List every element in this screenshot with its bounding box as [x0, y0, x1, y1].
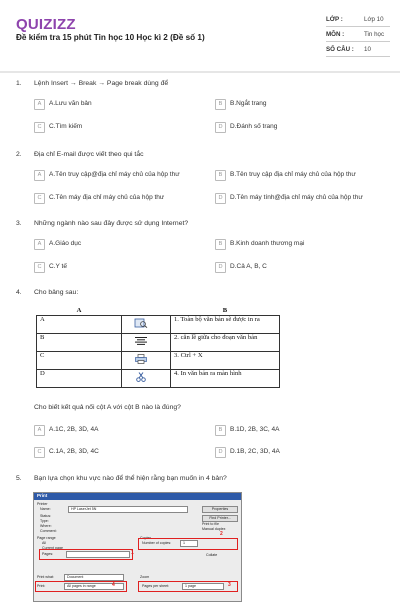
properties-button: Properties [202, 506, 238, 513]
meta-key: MÔN : [326, 31, 345, 38]
pages-per-sheet-value: 1 page [185, 584, 196, 588]
question-number: 5. [16, 475, 22, 482]
option-text: D.Tên máy tính@địa chỉ máy chủ của hộp thư [230, 194, 363, 201]
marker-3: 3 [228, 582, 231, 588]
copies-group-label: Copies [140, 536, 152, 540]
copies-value: 1 [183, 541, 185, 545]
highlight-box-2 [138, 538, 238, 550]
option-letter-box: C [34, 447, 45, 458]
question-text: Những ngành nào sau đây được sử dụng Internet? [34, 220, 189, 227]
header [0, 0, 400, 72]
question-number: 4. [16, 289, 22, 296]
option-letter-box: D [215, 193, 226, 204]
meta-divider [326, 56, 390, 57]
meta-value: Tin học [364, 31, 385, 38]
option-text: D.Cả A, B, C [230, 263, 267, 270]
option-letter-box: B [215, 170, 226, 181]
question-text: Bạn lựa chọn khu vực nào để thể hiện rằng bạn muốn in 4 bản? [34, 475, 227, 482]
scissors-icon [134, 372, 148, 382]
row-label: C [37, 352, 122, 370]
dialog-title: Print [37, 493, 48, 498]
question-subtext: Cho biết kết quả nối cột A với cột B nào là đúng? [34, 404, 181, 411]
option-text: A.Tên truy cập@địa chỉ máy chủ của hộp thư [49, 171, 180, 178]
question-text: Lệnh Insert → Break → Page break dùng để [34, 80, 169, 87]
header-divider [0, 71, 400, 73]
option-text: B.Tên truy cập địa chỉ máy chủ của hộp thư [230, 171, 356, 178]
option-letter-box: D [215, 122, 226, 133]
option-letter-box: B [215, 425, 226, 436]
option-text: D.1B, 2C, 3D, 4A [230, 448, 280, 455]
marker-1: 1 [131, 550, 134, 556]
option-text: B.Kinh doanh thương mại [230, 240, 305, 247]
pages-per-sheet-label: Pages per sheet: [142, 584, 170, 588]
option-text: C.Y tế [49, 263, 67, 270]
row-description: 2. căn lề giữa cho đoạn văn bản [171, 334, 280, 352]
find-printer-button: Find Printer... [202, 515, 238, 522]
printer-icon [134, 354, 148, 364]
highlight-box-3 [138, 581, 238, 592]
option-text: B.1D, 2B, 3C, 4A [230, 426, 280, 433]
meta-divider [326, 41, 390, 42]
matching-table [36, 307, 280, 388]
option-text: A.Lưu văn bản [49, 100, 92, 107]
question-text: Địa chỉ E-mail được viết theo qui tắc [34, 151, 144, 158]
option-letter-box: D [215, 447, 226, 458]
type-label: Type: [40, 519, 49, 523]
row-label: D [37, 370, 122, 388]
option-text: A.Giáo dục [49, 240, 82, 247]
option-text: D.Đánh số trang [230, 123, 278, 130]
meta-value: Lớp 10 [364, 16, 384, 23]
option-letter-box: C [34, 262, 45, 273]
row-description: 4. In văn bản ra màn hình [171, 370, 280, 388]
column-b-header: B [222, 307, 228, 314]
option-letter-box: A [34, 99, 45, 110]
name-label: Name: [40, 507, 51, 511]
option-letter-box: D [215, 262, 226, 273]
column-a-header: A [76, 307, 82, 314]
meta-key: SỐ CÂU : [326, 46, 354, 53]
print-preview-icon-cell [122, 316, 171, 334]
option-text: C.Tìm kiếm [49, 123, 83, 130]
dialog-titlebar [34, 493, 241, 500]
collate-label: Collate [206, 553, 218, 557]
marker-4: 4 [112, 582, 115, 588]
number-of-copies-label: Number of copies: [142, 541, 172, 545]
option-letter-box: A [34, 239, 45, 250]
where-label: Where: [40, 524, 52, 528]
question-text: Cho bảng sau: [34, 289, 79, 296]
zoom-label: Zoom [140, 575, 150, 579]
option-text: C.Tên máy địa chỉ máy chủ của hộp thư [49, 194, 165, 201]
meta-divider [326, 26, 390, 27]
print-value: All pages in range [67, 584, 96, 588]
row-description: 3. Ctrl + X [171, 352, 280, 370]
row-label: A [37, 316, 122, 334]
option-letter-box: A [34, 170, 45, 181]
print-label: Print: [37, 584, 46, 588]
print-to-file-label: Print to file [202, 522, 219, 526]
option-letter-box: B [215, 239, 226, 250]
highlight-box-1 [39, 549, 133, 560]
marker-2: 2 [220, 531, 223, 537]
center-align-icon-cell [122, 334, 171, 352]
pages-radio-label: Pages: [42, 552, 54, 556]
all-radio-label: All [42, 541, 46, 545]
center-align-icon [134, 336, 148, 346]
print-what-field [64, 574, 124, 581]
option-letter-box: A [34, 425, 45, 436]
print-what-value: Document [67, 575, 84, 579]
option-letter-box: B [215, 99, 226, 110]
current-page-label: Current page [42, 546, 63, 550]
quizizz-logo: QUIZIZZ [16, 16, 76, 33]
page-title: Đề kiểm tra 15 phút Tin học 10 Học kì 2 (Đề số 1) [16, 33, 205, 42]
question-number: 1. [16, 80, 22, 87]
option-text: A.1C, 2B, 3D, 4A [49, 426, 99, 433]
printer-name-field [68, 506, 188, 513]
option-text: B.Ngắt trang [230, 100, 267, 107]
manual-duplex-label: Manual duplex [202, 527, 226, 531]
option-letter-box: C [34, 122, 45, 133]
question-number: 2. [16, 151, 22, 158]
comment-label: Comment: [40, 529, 57, 533]
option-text: C.1A, 2B, 3D, 4C [49, 448, 99, 455]
meta-value: 10 [364, 46, 371, 53]
print-preview-icon [134, 318, 148, 328]
meta-key: LỚP : [326, 16, 343, 23]
print-dialog-image [33, 492, 242, 602]
printer-group-label: Printer [37, 502, 48, 506]
row-label: B [37, 334, 122, 352]
status-label: Status: [40, 514, 52, 518]
scissors-icon-cell [122, 370, 171, 388]
question-number: 3. [16, 220, 22, 227]
option-letter-box: C [34, 193, 45, 204]
page-range-label: Page range [37, 536, 56, 540]
row-description: 1. Toàn bộ văn bản sẽ được in ra [171, 316, 280, 334]
print-what-label: Print what: [37, 575, 54, 579]
printer-name-value: HP LaserJet 5N [71, 507, 97, 511]
printer-icon-cell [122, 352, 171, 370]
